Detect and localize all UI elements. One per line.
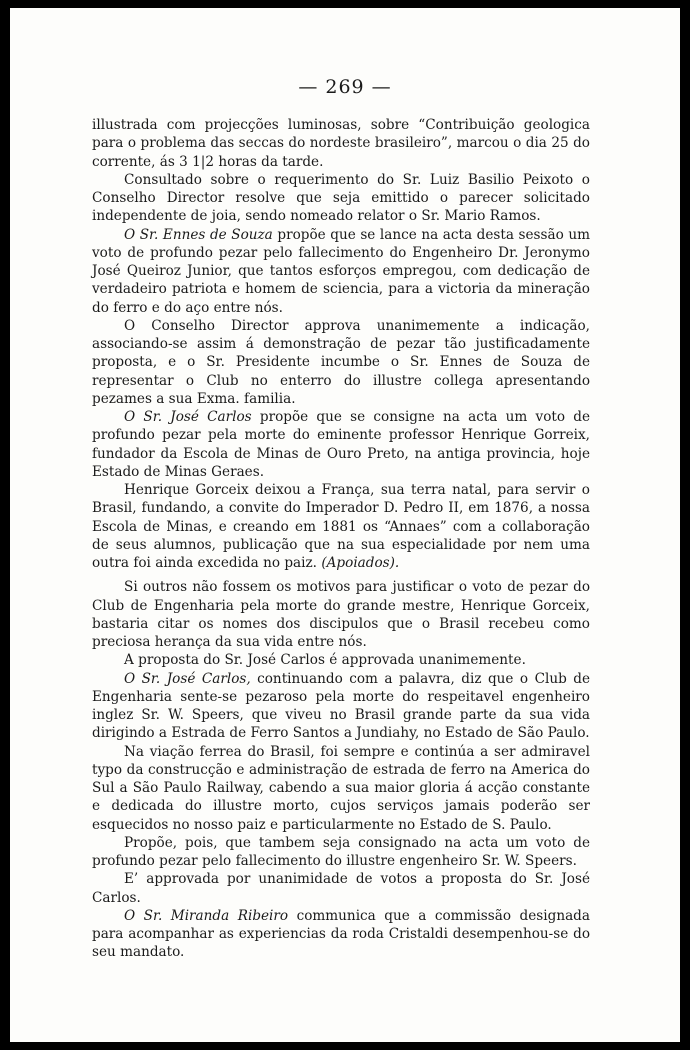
paragraph-p11 — [92, 834, 590, 871]
paragraph-p1 — [92, 116, 590, 171]
paragraph-p9 — [92, 670, 590, 743]
speaker-name: O Sr. José Carlos, — [124, 670, 251, 687]
speaker-name: O Sr. José Carlos — [124, 409, 252, 425]
paragraph-p10 — [92, 743, 590, 834]
paragraph-text: A proposta do Sr. José Carlos é approvada unanimemente. — [124, 652, 526, 669]
paragraph-text: O Conselho Director approva unanimemente a indicação, associando-se assim á demonstração de pezar tão justificadamente proposta, e o Sr. Presidente incumbe o Sr. Ennes de Souza de representar o Club no enterro do illustre collega apresentando pezames a sua Exma. familia. — [92, 317, 590, 407]
paragraph-text: communica que a commissão designada para acompanhar as experiencias da roda Cristaldi desempenhou-se do seu mandato. — [92, 907, 590, 961]
paragraph-p6 — [92, 481, 590, 572]
paragraph-text: illustrada com projecções luminosas, sobre “Contribuição geologica para o problema das seccas do nordeste brasileiro”, marcou o dia 25 do corrente, ás 3 1|2 horas da tarde. — [92, 117, 590, 170]
paragraph-p5 — [92, 408, 590, 481]
speaker-name: (Apoiados). — [321, 555, 400, 571]
paragraph-p2 — [92, 171, 590, 226]
paragraph-p4 — [92, 317, 590, 408]
paragraph-text: Propõe, pois, que tambem seja consignado na acta um voto de profundo pezar pelo fallecimento do illustre engenheiro Sr. W. Speers. — [92, 834, 590, 869]
paragraph-text: continuando com a palavra, diz que o Club de Engenharia sente-se pezaroso pela morte do respeitavel engenheiro inglez Sr. W. Speers, que viveu no Brasil grande parte da sua vida dirigindo a Estrada de Ferro Santos a Jundiahy, no Estado de São Paulo. — [92, 670, 590, 742]
paragraph-p12 — [92, 870, 590, 907]
paragraph-p7 — [92, 578, 590, 651]
paragraph-text: propõe que se consigne na acta um voto de profundo pezar pela morte do eminente professor Henrique Gorreix, fundador da Escola de Minas de Ouro Preto, na antiga provincia, hoje Estado de Minas Geraes. — [92, 409, 590, 480]
paragraph-p13 — [92, 907, 590, 962]
speaker-name: O Sr. Ennes de Souza — [124, 226, 273, 243]
body-text — [92, 116, 590, 962]
speaker-name: O Sr. Miranda Ribeiro — [124, 907, 289, 924]
paragraph-text: Na viação ferrea do Brasil, foi sempre e continúa a ser admiravel typo da construcção e administração de estrada de ferro na America do Sul a São Paulo Railway, cabendo a sua maior gloria á acção constante e dedicada do illustre morto, cujos serviços jamais poderão ser esquecidos no nosso paiz e particularmente no Estado de S. Paulo. — [92, 743, 590, 833]
paragraph-text: E’ approvada por unanimidade de votos a proposta do Sr. José Carlos. — [92, 871, 590, 906]
page-number: — 269 — — [298, 76, 392, 98]
paragraph-text: Henrique Gorceix deixou a França, sua terra natal, para servir o Brasil, fundando, a convite do Imperador D. Pedro II, em 1876, a nossa Escola de Minas, e creando em 1881 os “Annaes” com a collaboração de seus alumnos, publicação que na sua especialidade por nem uma outra foi ainda excedida no paiz. — [92, 482, 590, 571]
paragraph-text: propõe que se lance na acta desta sessão um voto de profundo pezar pelo fallecimento do Engenheiro Dr. Jeronymo José Queiroz Junior, que tantos esforços empregou, com dedicação de verdadeiro patriota e homem de sciencia, para a victoria da mineração do ferro e do aço entre nós. — [92, 226, 590, 316]
paragraph-text: Consultado sobre o requerimento do Sr. Luiz Basilio Peixoto o Conselho Director resolve que seja emittido o parecer solicitado independente de joia, sendo nomeado relator o Sr. Mario Ramos. — [92, 171, 590, 225]
paragraph-text: Si outros não fossem os motivos para justificar o voto de pezar do Club de Engenharia pela morte do grande mestre, Henrique Gorceix, bastaria citar os nomes dos discipulos que o Brasil recebeu como preciosa herança da sua vida entre nós. — [92, 579, 590, 650]
paragraph-p3 — [92, 226, 590, 317]
document-page — [10, 8, 680, 1042]
paragraph-p8 — [92, 651, 590, 669]
